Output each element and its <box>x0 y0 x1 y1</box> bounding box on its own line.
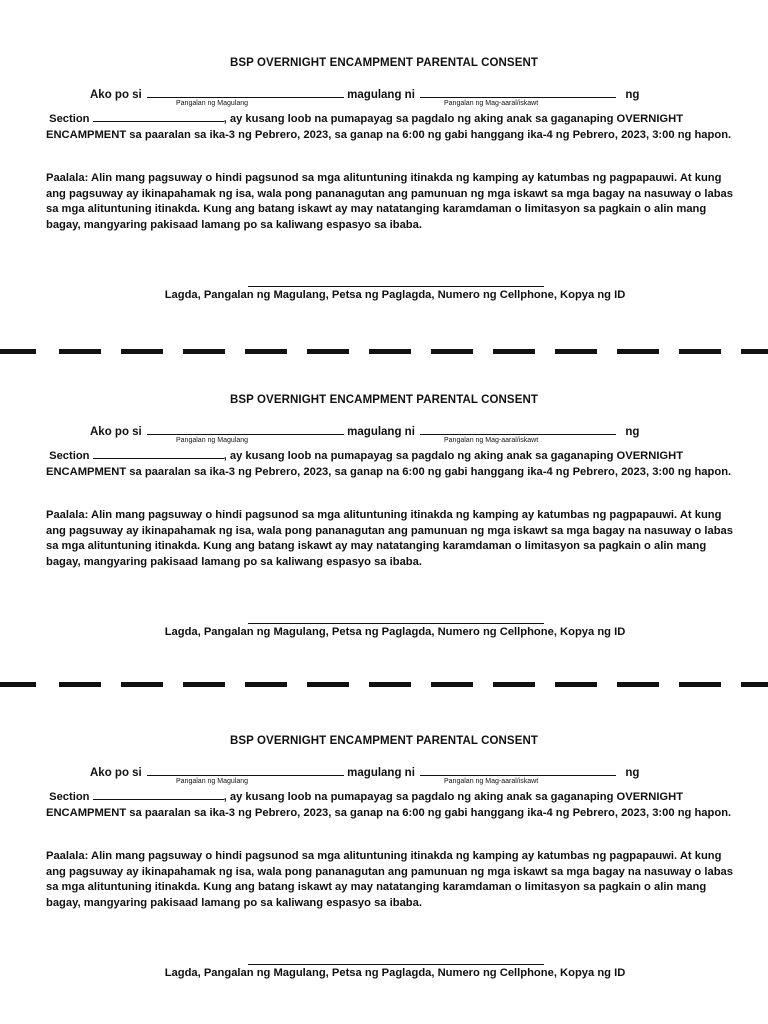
ako-po-si-label: Ako po si <box>90 426 142 438</box>
student-name-caption: Pangalan ng Mag-aaral/iskawt <box>444 778 539 785</box>
section-field[interactable] <box>93 447 224 459</box>
signature-field[interactable] <box>248 623 544 624</box>
declaration-line <box>90 764 639 779</box>
consent-text: , ay kusang loob na pumapayag sa pagdalo ng aking anak sa gaganaping OVERNIGHT ENCAMPMENT sa paaralan sa ika-3 ng Pebrero, 2023, sa ganap na 6:00 ng gabi hanggang ika-4 ng Pebrero, 2023, 3:00 ng hapon. <box>46 450 732 478</box>
section-label: Section <box>49 113 90 125</box>
ng-label: ng <box>625 89 640 101</box>
cut-line <box>0 682 768 687</box>
form-title: BSP OVERNIGHT ENCAMPMENT PARENTAL CONSENT <box>229 735 539 747</box>
form-title: BSP OVERNIGHT ENCAMPMENT PARENTAL CONSENT <box>229 57 539 69</box>
consent-text: , ay kusang loob na pumapayag sa pagdalo ng aking anak sa gaganaping OVERNIGHT ENCAMPMENT sa paaralan sa ika-3 ng Pebrero, 2023, sa ganap na 6:00 ng gabi hanggang ika-4 ng Pebrero, 2023, 3:00 ng hapon. <box>46 791 732 819</box>
ako-po-si-label: Ako po si <box>90 89 142 101</box>
paalala-text: Paalala: Alin mang pagsuway o hindi pagsunod sa mga alituntuning itinakda ng kamping ay katumbas ng pagpapauwi. At kung ang pagsuway ay ikinapahamak ng isa, wala pong pananagutan ang pamunuan ng mga iskawt sa mga bagay na nasuway o labas sa mga alituntuning itinakda. Kung ang batang iskawt ay may natatanging karamdaman o limitasyon sa pagkain o alin mang bagay, mangyaring pakisaad lamang po sa kaliwang espasyo sa ibaba. <box>46 172 733 231</box>
parent-name-field[interactable] <box>147 764 344 776</box>
student-name-field[interactable] <box>420 764 616 776</box>
declaration-line <box>90 423 639 438</box>
parent-name-caption: Pangalan ng Magulang <box>176 100 249 107</box>
section-field[interactable] <box>93 110 224 122</box>
magulang-ni-label: magulang ni <box>347 89 415 101</box>
declaration-line <box>90 86 639 101</box>
parent-name-caption: Pangalan ng Magulang <box>176 778 249 785</box>
section-label: Section <box>49 450 90 462</box>
reminder-paragraph <box>46 508 736 570</box>
section-label: Section <box>49 791 90 803</box>
reminder-paragraph <box>46 849 736 911</box>
paalala-text: Paalala: Alin mang pagsuway o hindi pagsunod sa mga alituntuning itinakda ng kamping ay katumbas ng pagpapauwi. At kung ang pagsuway ay ikinapahamak ng isa, wala pong pananagutan ang pamunuan ng mga iskawt sa mga bagay na nasuway o labas sa mga alituntuning itinakda. Kung ang batang iskawt ay may natatanging karamdaman o limitasyon sa pagkain o alin mang bagay, mangyaring pakisaad lamang po sa kaliwang espasyo sa ibaba. <box>46 850 733 909</box>
signature-field[interactable] <box>248 964 544 965</box>
student-name-caption: Pangalan ng Mag-aaral/iskawt <box>444 437 539 444</box>
consent-paragraph <box>46 447 736 480</box>
signature-caption: Lagda, Pangalan ng Magulang, Petsa ng Paglagda, Numero ng Cellphone, Kopya ng ID <box>164 967 626 979</box>
form-title: BSP OVERNIGHT ENCAMPMENT PARENTAL CONSENT <box>229 394 539 406</box>
consent-paragraph <box>46 788 736 821</box>
signature-caption: Lagda, Pangalan ng Magulang, Petsa ng Paglagda, Numero ng Cellphone, Kopya ng ID <box>164 289 626 301</box>
ako-po-si-label: Ako po si <box>90 767 142 779</box>
parent-name-field[interactable] <box>147 86 344 98</box>
ng-label: ng <box>625 767 640 779</box>
paalala-text: Paalala: Alin mang pagsuway o hindi pagsunod sa mga alituntuning itinakda ng kamping ay katumbas ng pagpapauwi. At kung ang pagsuway ay ikinapahamak ng isa, wala pong pananagutan ang pamunuan ng mga iskawt sa mga bagay na nasuway o labas sa mga alituntuning itinakda. Kung ang batang iskawt ay may natatanging karamdaman o limitasyon sa pagkain o alin mang bagay, mangyaring pakisaad lamang po sa kaliwang espasyo sa ibaba. <box>46 509 733 568</box>
parent-name-caption: Pangalan ng Magulang <box>176 437 249 444</box>
student-name-caption: Pangalan ng Mag-aaral/iskawt <box>444 100 539 107</box>
magulang-ni-label: magulang ni <box>347 426 415 438</box>
cut-line <box>0 349 768 354</box>
reminder-paragraph <box>46 171 736 233</box>
magulang-ni-label: magulang ni <box>347 767 415 779</box>
consent-paragraph <box>46 110 736 143</box>
signature-field[interactable] <box>248 286 544 287</box>
student-name-field[interactable] <box>420 423 616 435</box>
section-field[interactable] <box>93 788 224 800</box>
parent-name-field[interactable] <box>147 423 344 435</box>
ng-label: ng <box>625 426 640 438</box>
consent-text: , ay kusang loob na pumapayag sa pagdalo ng aking anak sa gaganaping OVERNIGHT ENCAMPMENT sa paaralan sa ika-3 ng Pebrero, 2023, sa ganap na 6:00 ng gabi hanggang ika-4 ng Pebrero, 2023, 3:00 ng hapon. <box>46 113 732 141</box>
signature-caption: Lagda, Pangalan ng Magulang, Petsa ng Paglagda, Numero ng Cellphone, Kopya ng ID <box>164 626 626 638</box>
student-name-field[interactable] <box>420 86 616 98</box>
